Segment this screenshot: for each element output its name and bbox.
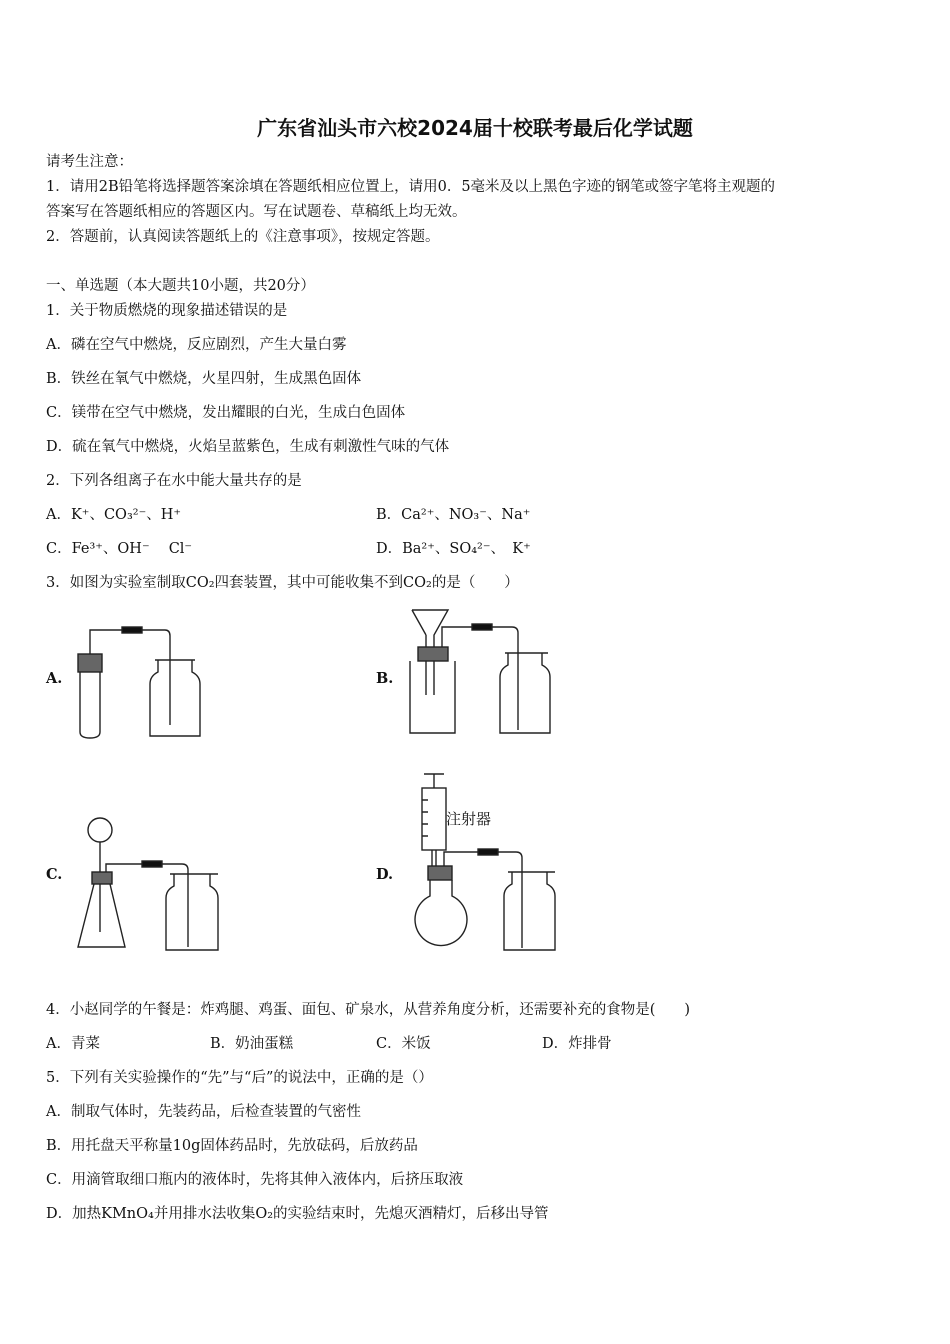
apparatus-c-diagram [70, 812, 230, 957]
q4-option-b: B．奶油蛋糕 [210, 1036, 294, 1052]
q1-option-a: A．磷在空气中燃烧，反应剧烈，产生大量白雾 [46, 337, 347, 353]
q2-stem: 2．下列各组离子在水中能大量共存的是 [46, 473, 302, 489]
page-title: 广东省汕头市六校2024届十校联考最后化学试题 [257, 116, 693, 140]
q4-option-c: C．米饭 [376, 1036, 431, 1052]
q3-label-b: B. [376, 670, 394, 687]
q2-option-a: A．K⁺、CO₃²⁻、H⁺ [46, 507, 182, 523]
q5-stem: 5．下列有关实验操作的“先”与“后”的说法中，正确的是（） [46, 1070, 433, 1086]
q3-label-a: A. [46, 670, 63, 687]
q5-option-d: D．加热KMnO₄并用排水法收集O₂的实验结束时，先熄灭酒精灯，后移出导管 [46, 1206, 549, 1222]
q3-label-c: C. [46, 866, 63, 883]
notice-item-2: 2．答题前，认真阅读答题纸上的《注意事项》，按规定答题。 [46, 229, 440, 245]
q1-option-d: D．硫在氧气中燃烧，火焰呈蓝紫色，生成有刺激性气味的气体 [46, 439, 450, 455]
q4-option-d: D．炸排骨 [542, 1036, 612, 1052]
q2-option-c: C．Fe³⁺、OH⁻ Cl⁻ [46, 541, 193, 557]
notice-heading: 请考生注意： [46, 154, 133, 170]
q3-label-d: D. [376, 866, 394, 883]
apparatus-a-diagram [70, 620, 220, 745]
apparatus-d-diagram [400, 768, 565, 960]
q5-option-b: B．用托盘天平称量10g固体药品时，先放砝码，后放药品 [46, 1138, 418, 1154]
notice-item-1a: 1．请用2B铅笔将选择题答案涂填在答题纸相应位置上，请用0．5毫米及以上黑色字迹的钢笔或签字笔将主观题的 [46, 179, 776, 195]
q2-option-d: D．Ba²⁺、SO₄²⁻、 K⁺ [376, 541, 531, 557]
q4-stem: 4．小赵同学的午餐是：炸鸡腿、鸡蛋、面包、矿泉水，从营养角度分析，还需要补充的食物是( ) [46, 1002, 691, 1018]
section-heading: 一、单选题（本大题共10小题，共20分） [46, 278, 315, 294]
q2-option-b: B．Ca²⁺、NO₃⁻、Na⁺ [376, 507, 531, 523]
q3-stem: 3．如图为实验室制取CO₂四套装置，其中可能收集不到CO₂的是（ ） [46, 575, 519, 591]
q5-option-a: A．制取气体时，先装药品，后检查装置的气密性 [46, 1104, 361, 1120]
q1-option-b: B．铁丝在氧气中燃烧，火星四射，生成黑色固体 [46, 371, 362, 387]
apparatus-b-diagram [400, 605, 565, 740]
q4-option-a: A．青菜 [46, 1036, 100, 1052]
notice-item-1b: 答案写在答题纸相应的答题区内。写在试题卷、草稿纸上均无效。 [46, 204, 467, 220]
q1-stem: 1．关于物质燃烧的现象描述错误的是 [46, 303, 288, 319]
q5-option-c: C．用滴管取细口瓶内的液体时，先将其伸入液体内，后挤压取液 [46, 1172, 464, 1188]
syringe-label: 注射器 [446, 810, 492, 828]
q1-option-c: C．镁带在空气中燃烧，发出耀眼的白光，生成白色固体 [46, 405, 406, 421]
